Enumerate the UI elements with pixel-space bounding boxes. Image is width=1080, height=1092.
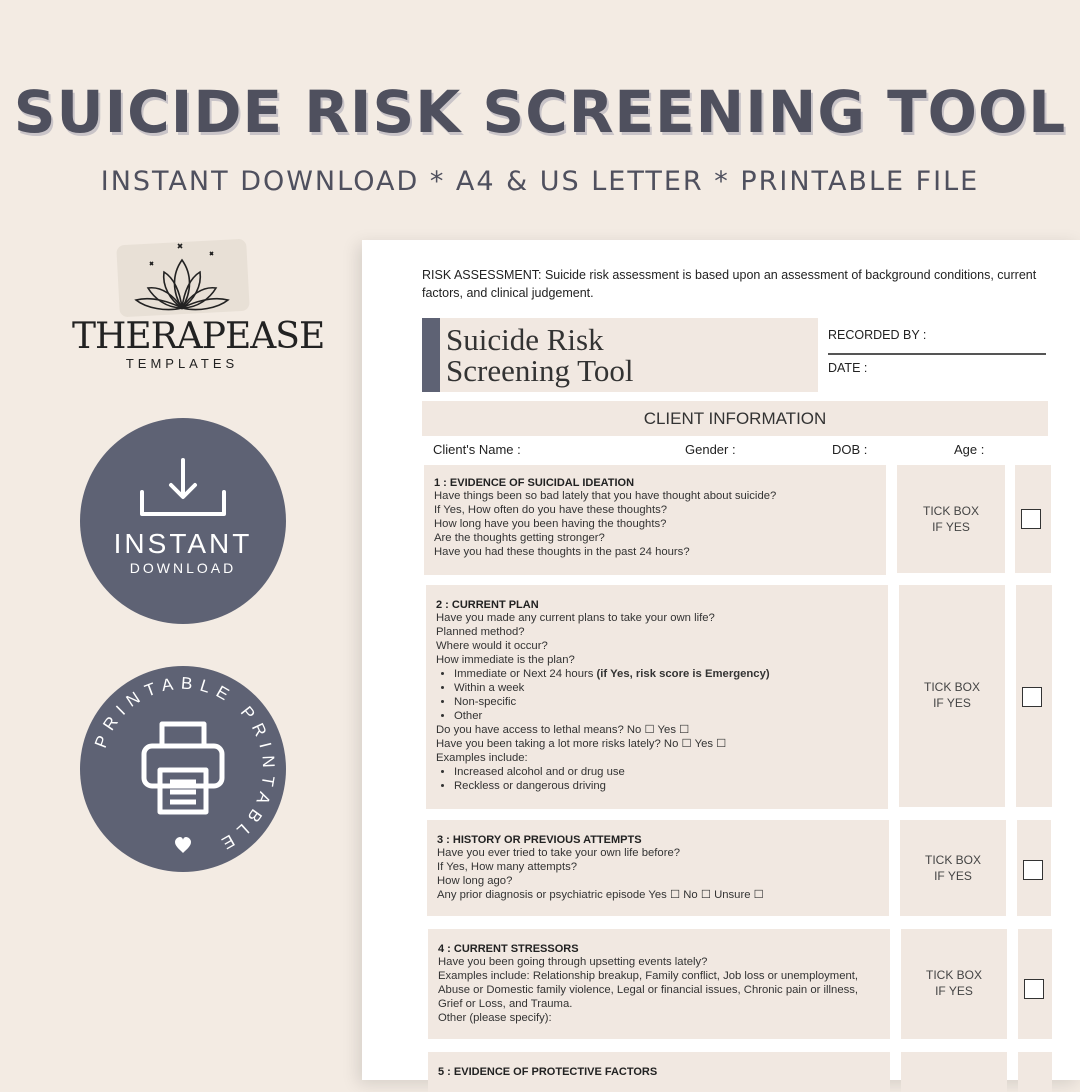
section-previous-attempts	[427, 820, 889, 916]
tick-box-label: TICK BOX IF YES	[899, 585, 1005, 807]
page-subheadline: INSTANT DOWNLOAD * A4 & US LETTER * PRINTABLE FILE	[100, 166, 980, 197]
document-intro: RISK ASSESSMENT: Suicide risk assessment is based upon an assessment of background conditions, current factors, and clinical judgement.	[422, 268, 1037, 300]
question-line: Are the thoughts getting stronger?	[434, 532, 605, 544]
document-title-box	[422, 318, 818, 392]
question-line: Examples include: Relationship breakup, Family conflict, Job loss or unemployment,	[438, 970, 859, 982]
title-line-2: Screening Tool	[446, 353, 634, 388]
printable-badge	[80, 666, 286, 872]
page-headline: SUICIDE RISK SCREENING TOOL	[13, 78, 1067, 146]
checkbox-column	[1018, 1052, 1052, 1092]
document-title	[446, 324, 634, 386]
brand-name: THERAPEASE	[72, 316, 325, 357]
age-label: Age :	[954, 442, 985, 457]
section-current-stressors	[428, 929, 890, 1039]
question-line: Have you ever tried to take your own life before?	[437, 847, 681, 859]
question-line: How long ago?	[437, 875, 513, 887]
question-line: Have you had these thoughts in the past 24 hours?	[434, 546, 690, 558]
checkbox-current-stressors[interactable]	[1024, 979, 1044, 999]
question-line: If Yes, How often do you have these thoughts?	[434, 504, 668, 516]
question-line: If Yes, How many attempts?	[437, 861, 578, 873]
brand-logo	[72, 236, 325, 376]
question-line: Grief or Loss, and Trauma.	[438, 998, 573, 1010]
section-heading: 4 : CURRENT STRESSORS	[438, 943, 579, 955]
date-label: DATE :	[828, 361, 868, 375]
gender-label: Gender :	[685, 442, 736, 457]
list-item: • Reckless or dangerous driving	[454, 779, 876, 793]
dob-label: DOB :	[832, 442, 868, 457]
question-line: How long have you been having the thoughts?	[434, 518, 667, 530]
tick-box-label: TICK BOX IF YES	[900, 820, 1006, 916]
checkbox-column	[1018, 929, 1052, 1039]
section-current-plan	[426, 585, 888, 809]
section-heading: 1 : EVIDENCE OF SUICIDAL IDEATION	[434, 477, 635, 489]
checkbox-column	[1016, 585, 1052, 807]
svg-text:PRINTABLE PRINTABLE: PRINTABLE PRINTABLE	[91, 673, 279, 857]
recorded-by-line	[828, 353, 1046, 355]
question-line: How immediate is the plan?	[436, 654, 575, 666]
question-line: Any prior diagnosis or psychiatric episode Yes ☐ No ☐ Unsure ☐	[437, 889, 764, 901]
list-item: • Other	[454, 709, 876, 723]
question-line: Planned method?	[436, 626, 525, 638]
question-line: Have you made any current plans to take your own life?	[436, 612, 715, 624]
section-protective-factors	[428, 1052, 890, 1092]
list-item: • Increased alcohol and or drug use	[454, 765, 876, 779]
brand-subtitle: TEMPLATES	[125, 356, 239, 371]
document-preview	[362, 240, 1080, 1080]
section-heading: 2 : CURRENT PLAN	[436, 599, 539, 611]
section-heading: 5 : EVIDENCE OF PROTECTIVE FACTORS	[438, 1066, 658, 1078]
instant-label: INSTANT	[113, 528, 253, 559]
tick-box-label: TICK BOX IF YES	[901, 929, 1007, 1039]
question-line: Have things been so bad lately that you have thought about suicide?	[434, 490, 777, 502]
section-heading: 3 : HISTORY OR PREVIOUS ATTEMPTS	[437, 834, 642, 846]
list-item: • Non-specific	[454, 695, 876, 709]
question-line: Where would it occur?	[436, 640, 548, 652]
checkbox-column	[1017, 820, 1051, 916]
checkbox-current-plan[interactable]	[1022, 687, 1042, 707]
question-line: Have you been taking a lot more risks lately? No ☐ Yes ☐	[436, 738, 727, 750]
list-item: • Immediate or Next 24 hours (if Yes, risk score is Emergency)	[454, 667, 876, 681]
list-item: • Within a week	[454, 681, 876, 695]
question-line: Other (please specify):	[438, 1012, 552, 1024]
question-line: Have you been going through upsetting events lately?	[438, 956, 708, 968]
checkbox-suicidal-ideation[interactable]	[1021, 509, 1041, 529]
heart-icon	[175, 837, 191, 853]
title-accent-bar	[422, 318, 440, 392]
section-suicidal-ideation	[424, 465, 886, 575]
question-line: Do you have access to lethal means? No ☐ Yes ☐	[436, 724, 690, 736]
instant-download-badge	[80, 418, 286, 624]
tick-box-label	[901, 1052, 1007, 1092]
printer-icon	[140, 720, 226, 816]
recorded-by-label: RECORDED BY :	[828, 328, 927, 342]
question-line: Abuse or Domestic family violence, Legal or financial issues, Chronic pain or illness,	[438, 984, 859, 996]
title-line-1: Suicide Risk	[446, 322, 604, 357]
tick-box-label: TICK BOX IF YES	[897, 465, 1005, 573]
lotus-icon	[132, 240, 232, 316]
checkbox-column	[1015, 465, 1051, 573]
download-label: DOWNLOAD	[129, 560, 237, 576]
client-info-header: CLIENT INFORMATION	[422, 401, 1048, 436]
download-icon	[138, 458, 228, 518]
question-line: Examples include:	[436, 752, 528, 764]
client-name-label: Client's Name :	[433, 442, 521, 457]
checkbox-previous-attempts[interactable]	[1023, 860, 1043, 880]
